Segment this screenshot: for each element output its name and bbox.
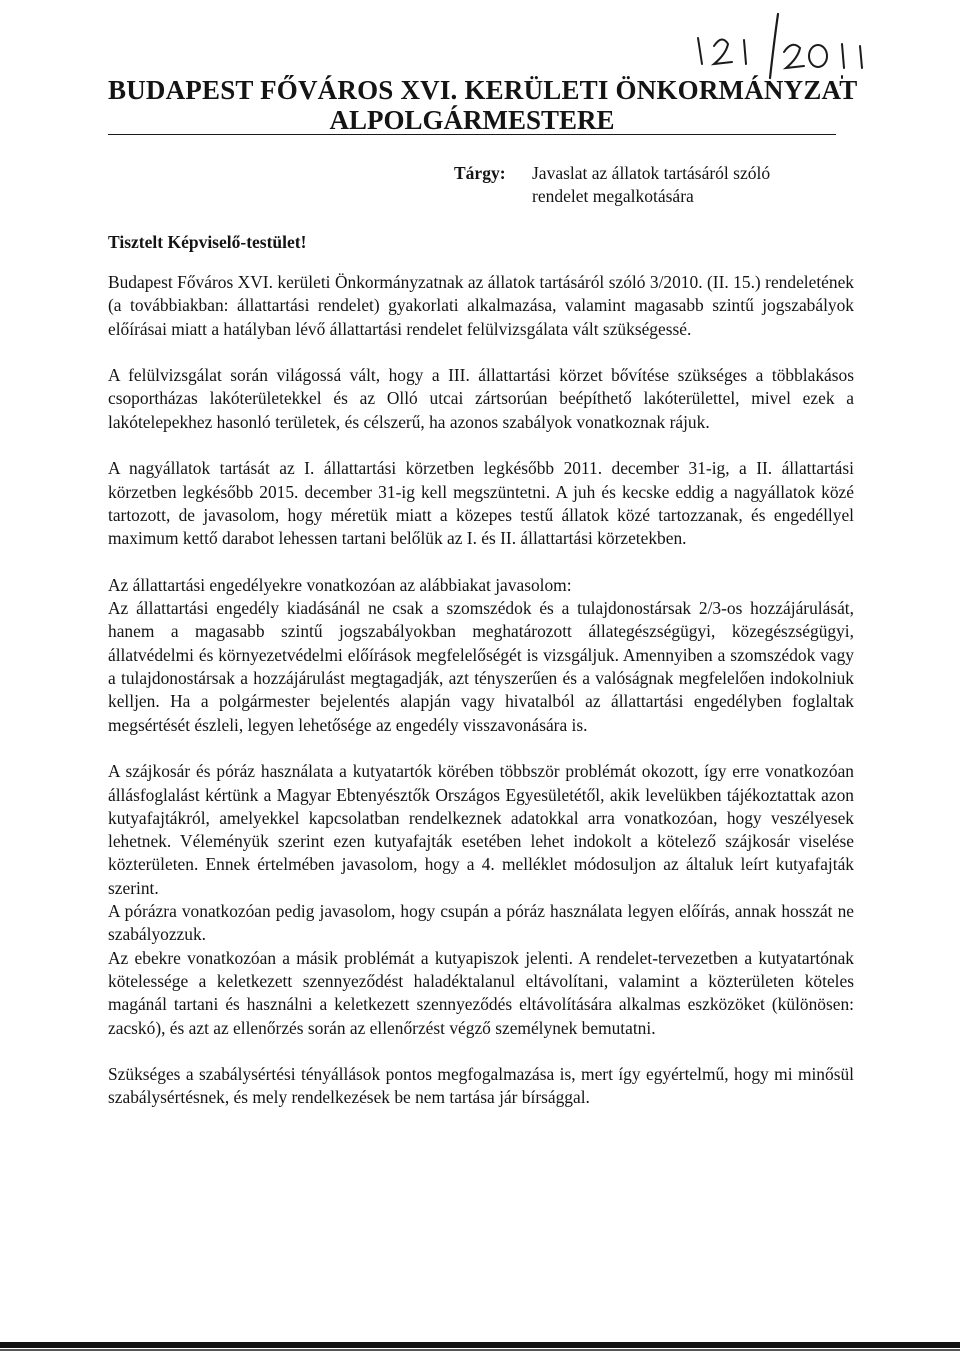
paragraph-permits-intro: Az állattartási engedélyekre vonatkozóan az alábbiakat javasolom: bbox=[108, 574, 572, 595]
paragraph-dog-waste: Az ebekre vonatkozóan a másik problémát a kutyapiszok jelenti. A rendelet-tervezetben a kutyatartónak kötelessége a keletkezett szennyeződést haladéktalanul eltávolítani, valamint a közterületen köteles magánál tartani és használni a keletkezett szennyeződés eltávolítására alkalmas eszközöket (különösen: zacskó), és azt az ellenőrzés során az ellenőrzést végző személynek bemutatni. bbox=[108, 947, 854, 1038]
scan-bottom-edge bbox=[0, 1342, 960, 1348]
scan-bottom-edge-shadow bbox=[0, 1349, 960, 1351]
subject-label: Tárgy: bbox=[454, 163, 506, 183]
subject-text bbox=[532, 162, 862, 208]
paragraph-offences: Szükséges a szabálysértési tényállások pontos megfogalmazása is, mert így egyértelmű, hogy mi minősül szabálysértésnek, és mely rendelkezések be nem tartása jár bírsággal. bbox=[108, 1064, 854, 1108]
header-line-1: BUDAPEST FŐVÁROS XVI. KERÜLETI ÖNKORMÁNYZAT bbox=[108, 75, 858, 105]
handwritten-reference-number bbox=[692, 12, 922, 80]
header-line-2: ALPOLGÁRMESTERE bbox=[329, 105, 615, 135]
paragraph-leash: A pórázra vonatkozóan pedig javasolom, hogy csupán a póráz használata legyen előírás, annak hosszát ne szabályozzuk. bbox=[108, 901, 854, 945]
header-divider bbox=[108, 134, 836, 135]
paragraph-muzzle-leash: A szájkosár és póráz használata a kutyatartók körében többször problémát okozott, így erre vonatkozóan állásfoglalást kértünk a Magyar Ebtenyésztők Országos Egyesületétől, akik levelükben tájékoztattak azon kutyafajtákról, amelyekkel kapcsolatban rendelkeznek adatokkal arra vonatkozóan, hogy veszélyesek lehetnek. Véleményük szerint ezen kutyafajták esetében lehet indokolt a kötelező szájkosár viselése közterületen. Ennek értelmében javasolom, hogy a 4. melléklet módosuljon az általuk leírt kutyafajták szerint. bbox=[108, 761, 854, 898]
paragraph-permits-detail: Az állattartási engedély kiadásánál ne csak a szomszédok és a tulajdonostársak 2/3-os hozzájárulását, hanem a magasabb szintű jogszabályokban meghatározott állategészségügyi, közegészségügyi, állatvédelmi és környezetvédelmi előírások megfelelőségét is vizsgáljuk. Amennyiben a szomszédok vagy a tulajdonostársak a hozzájárulást megtagadják, azt tényszerűen és a valóságnak megfelelően indokolniuk kelljen. Ha a polgármester bejelentés alapján vagy hivatalból az állattartási engedélyben foglaltak megsértését észleli, legyen lehetősége az engedély visszavonására is. bbox=[108, 598, 854, 735]
paragraph-district-extension: A felülvizsgálat során világossá vált, hogy a III. állattartási körzet bővítése szükséges a többlakásos csoportházas lakóterületekkel és az Olló utcai zártsorúan beépíthető lakóterülettel, mivel ezek a lakótelepekhez hasonló területek, és célszerű, ha azonos szabályok vonatkoznak rájuk. bbox=[108, 365, 854, 432]
document-body bbox=[108, 271, 854, 1133]
paragraph-review-need: Budapest Főváros XVI. kerületi Önkormányzatnak az állatok tartásáról szóló 3/2010. (II. 15.) rendeletének (a továbbiakban: állattartási rendelet) gyakorlati alkalmazása, valamint magasabb szintű jogszabályok előírásai miatt a hatályban lévő állattartási rendelet felülvizsgálata vált szükségessé. bbox=[108, 272, 854, 339]
subject-text-line-2: rendelet megalkotására bbox=[532, 186, 694, 206]
subject-text-line-1: Javaslat az állatok tartásáról szóló bbox=[532, 163, 771, 183]
salutation: Tisztelt Képviselő-testület! bbox=[108, 232, 307, 252]
paragraph-large-animals: A nagyállatok tartását az I. állattartási körzetben legkésőbb 2011. december 31-ig, a II. állattartási körzetben legkésőbb 2015. december 31-ig kell megszüntetni. A juh és kecske eddig a nagyállatok közé tartozott, de javasolom, hogy méretük miatt a közepes testű állatok közé tartozzanak, és engedéllyel maximum kettő darabot lehessen tartani belőlük az I. és II. állattartási körzetekben. bbox=[108, 458, 854, 549]
